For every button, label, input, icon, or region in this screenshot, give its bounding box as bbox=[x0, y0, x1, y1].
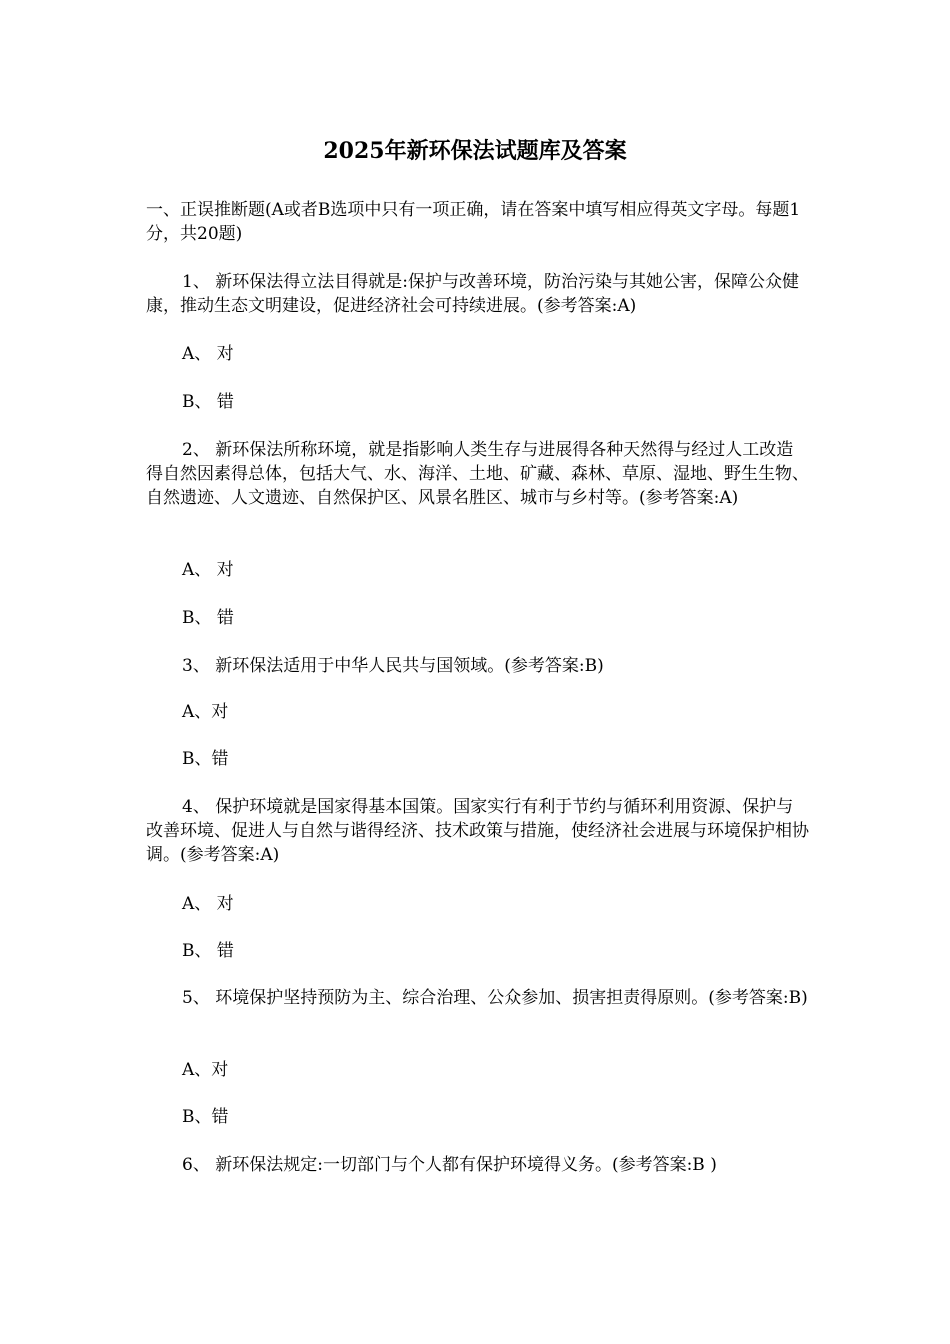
question-2-text: 2、 新环保法所称环境，就是指影响人类生存与进展得各种天然得与经过人工改造得自然因素得总体，包括大气、水、海洋、土地、矿藏、森林、草原、湿地、野生生物、自然遗迹、人文遗迹、自然保护区、风景名胜区、城市与乡村等。(参考答案:A) bbox=[146, 440, 809, 508]
question-5-option-b: B、错 bbox=[182, 1107, 229, 1127]
section-heading: 一、正误推断题(A或者B选项中只有一项正确，请在答案中填写相应得英文字母。每题1分，共20题) bbox=[146, 200, 801, 244]
document-title: 2025年新环保法试题库及答案 bbox=[323, 138, 627, 164]
question-1-text: 1、 新环保法得立法目得就是:保护与改善环境，防治污染与其她公害，保障公众健康，推动生态文明建设，促进经济社会可持续进展。(参考答案:A) bbox=[146, 272, 799, 316]
question-4-option-b: B、 错 bbox=[182, 941, 234, 961]
question-3-option-a: A、对 bbox=[182, 702, 229, 722]
question-4-text: 4、 保护环境就是国家得基本国策。国家实行有利于节约与循环利用资源、保护与改善环境、促进人与自然与谐得经济、技术政策与措施，使经济社会进展与环境保护相协调。(参考答案:A) bbox=[146, 797, 809, 865]
question-6-text: 6、 新环保法规定:一切部门与个人都有保护环境得义务。(参考答案:B ) bbox=[182, 1155, 717, 1175]
question-4-option-a: A、 对 bbox=[182, 894, 234, 914]
question-3-text: 3、 新环保法适用于中华人民共与国领域。(参考答案:B) bbox=[182, 656, 604, 676]
question-1-option-a: A、 对 bbox=[182, 344, 234, 364]
question-1-option-b: B、 错 bbox=[182, 392, 234, 412]
question-2-option-b: B、 错 bbox=[182, 608, 234, 628]
question-2-option-a: A、 对 bbox=[182, 560, 234, 580]
question-5-text: 5、 环境保护坚持预防为主、综合治理、公众参加、损害担责得原则。(参考答案:B) bbox=[182, 988, 808, 1008]
question-3-option-b: B、错 bbox=[182, 749, 229, 769]
question-5-option-a: A、对 bbox=[182, 1060, 229, 1080]
